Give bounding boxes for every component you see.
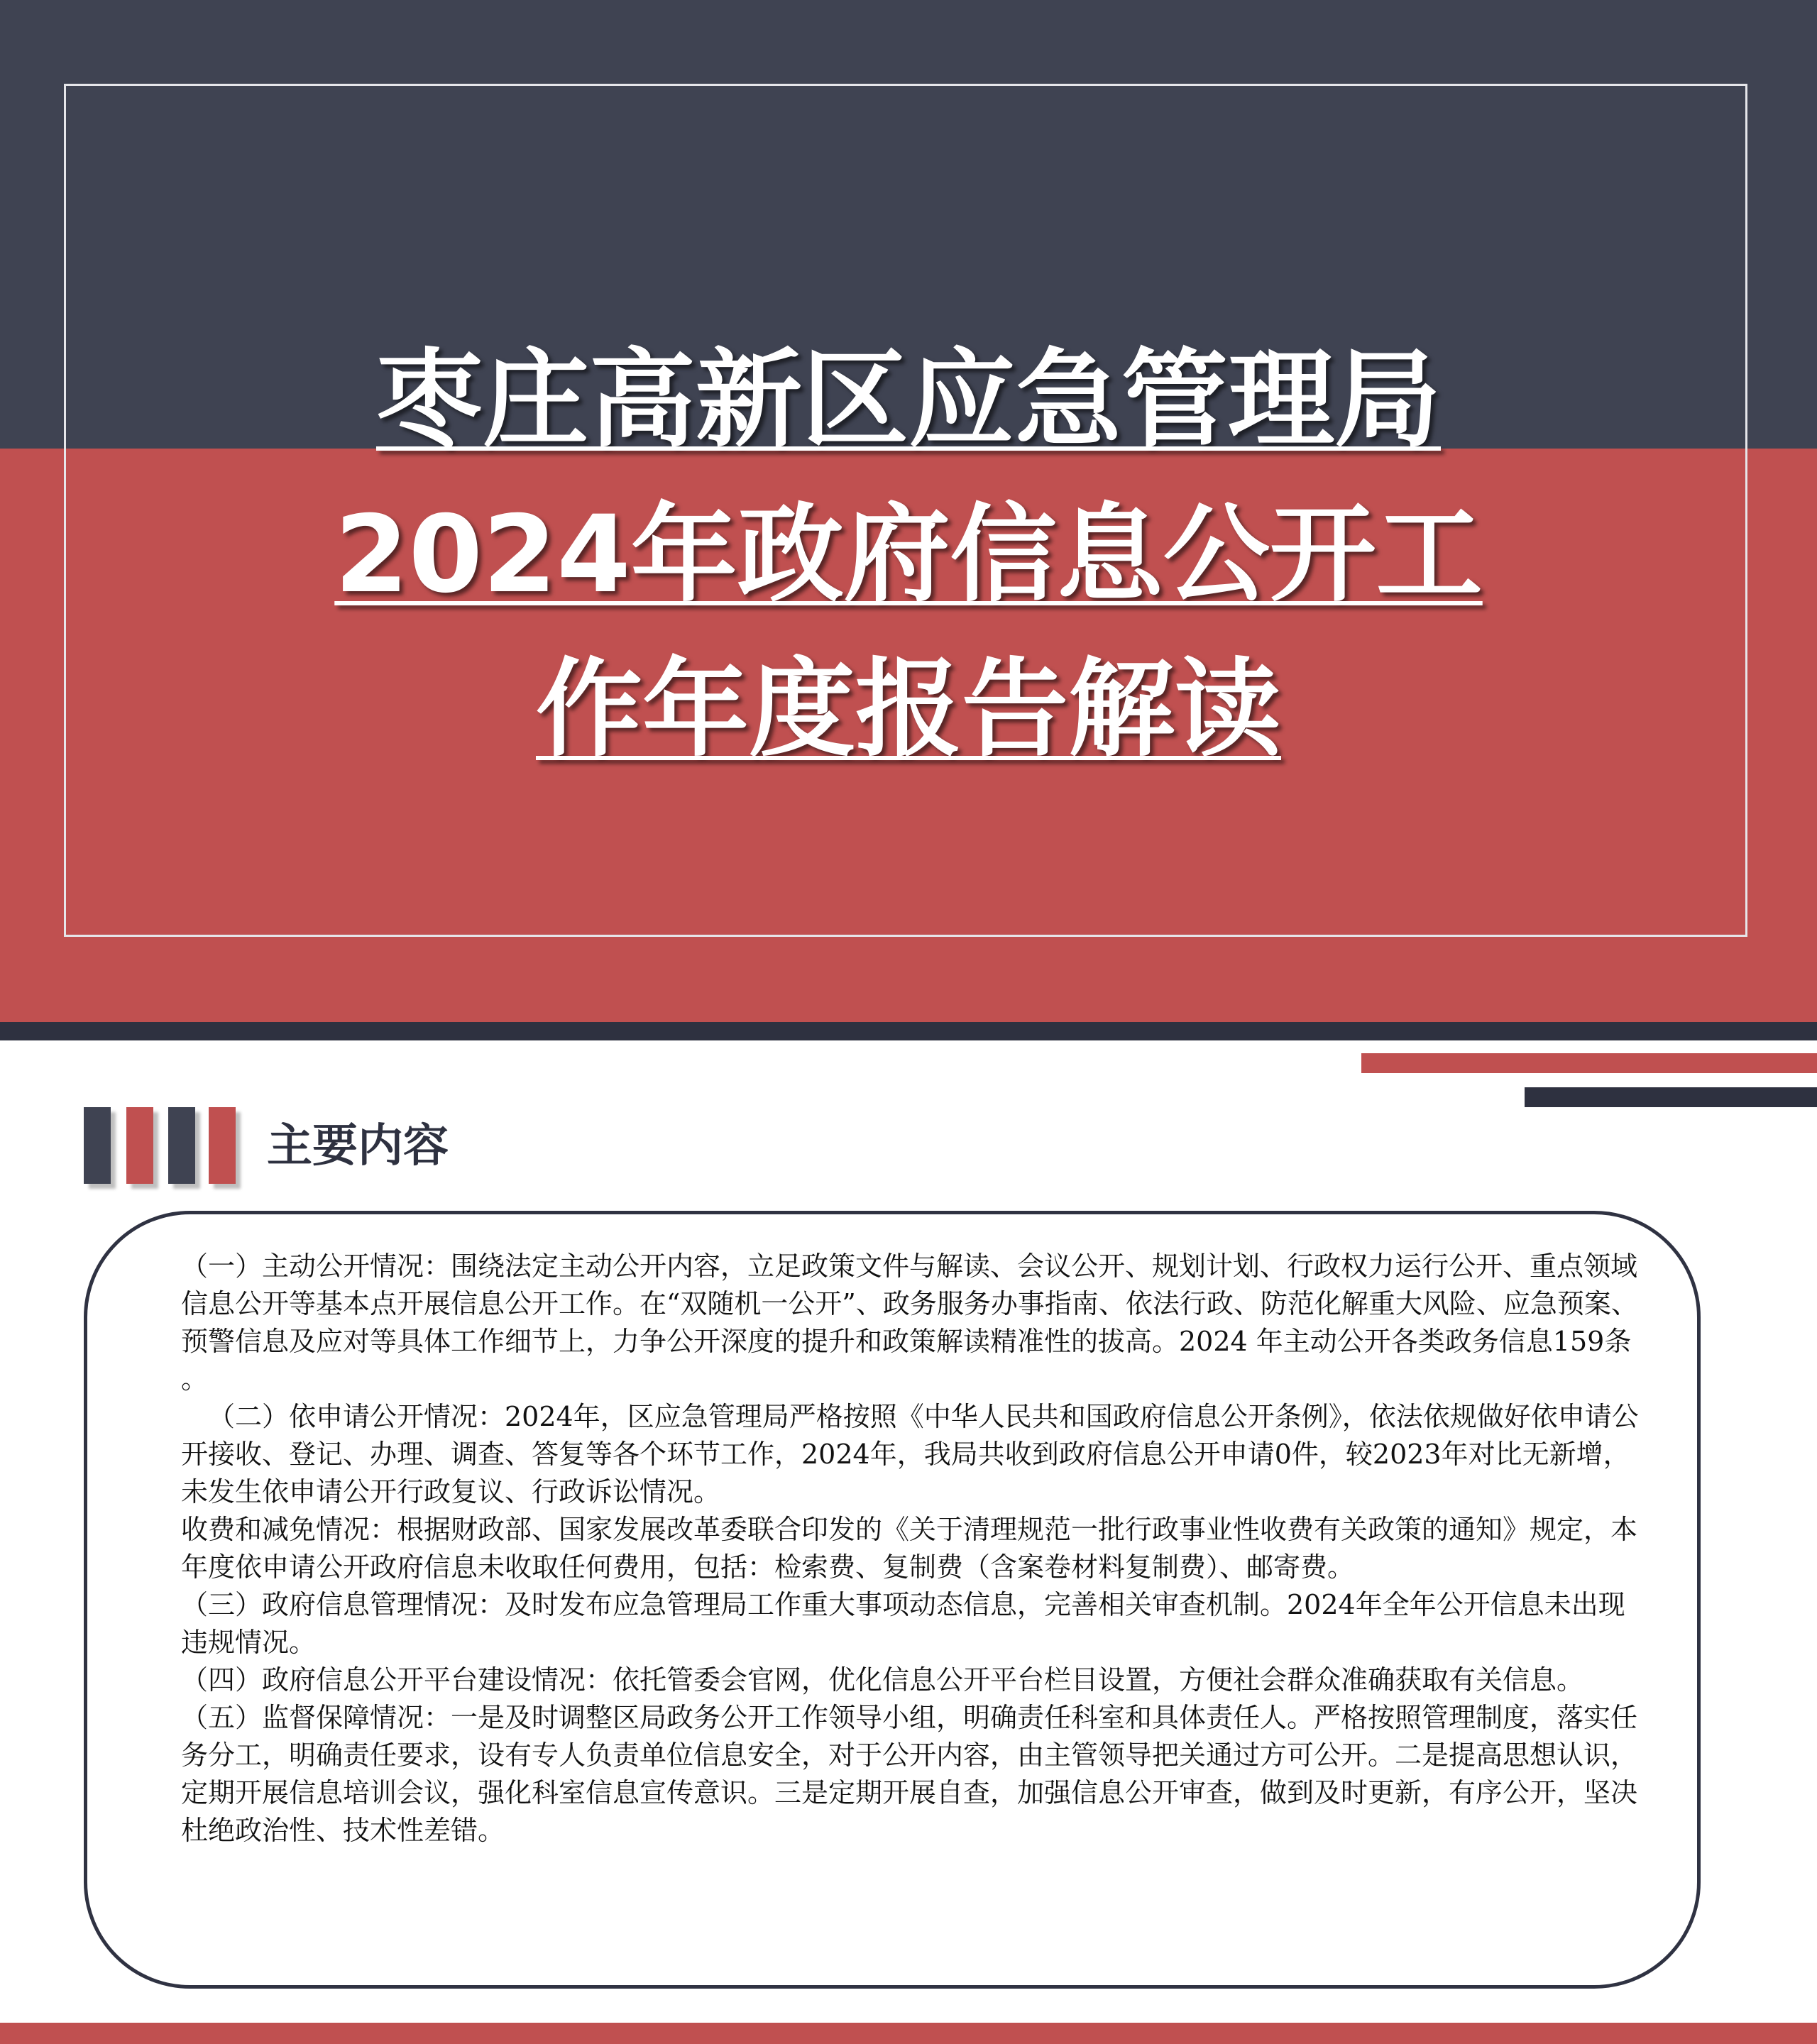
section-marker-dark-2: [168, 1107, 195, 1184]
footer-bar: [0, 2023, 1817, 2044]
decorative-red-bar: [1361, 1053, 1817, 1073]
title-line-2: 2024年政府信息公开工: [334, 493, 1483, 617]
paragraph-fees: 收费和减免情况：根据财政部、国家发展改革委联合印发的《关于清理规范一批行政事业性收费有关政策的通知》规定，本年度依申请公开政府信息未收取任何费用，包括：检索费、复制费（含案卷材料复制费）、邮寄费。: [181, 1514, 1638, 1583]
paragraph-request-disclosure: （二）依申请公开情况：2024年，区应急管理局严格按照《中华人民共和国政府信息公开条例》，依法依规做好依申请公开接收、登记、办理、调查、答复等各个环节工作，2024年，我局共收到政府信息公开申请0件，较2023年对比无新增，未发生依申请公开行政复议、行政诉讼情况。: [181, 1401, 1639, 1507]
page-title: [0, 323, 1817, 787]
paragraph-supervision: （五）监督保障情况：一是及时调整区局政务公开工作领导小组，明确责任科室和具体责任人。严格按照管理制度，落实任务分工，明确责任要求，设有专人负责单位信息安全，对于公开内容，由主管领导把关通过方可公开。二是提高思想认识，定期开展信息培训会议，强化科室信息宣传意识。三是定期开展自查，加强信息公开审查，做到及时更新，有序公开，坚决杜绝政治性、技术性差错。: [181, 1702, 1638, 1846]
hero-divider-strip: [0, 1022, 1817, 1040]
title-line-3: 作年度报告解读: [535, 648, 1281, 771]
title-line-1: 枣庄高新区应急管理局: [375, 339, 1441, 462]
decorative-dark-bar: [1525, 1087, 1817, 1107]
paragraph-active-disclosure: （一）主动公开情况：围绕法定主动公开内容，立足政策文件与解读、会议公开、规划计划、行政权力运行公开、重点领域信息公开等基本点开展信息公开工作。在“双随机一公开”、政务服务办事指南、依法行政、防范化解重大风险、应急预案、预警信息及应对等具体工作细节上，力争公开深度的提升和政策解读精准性的拔高。2024 年主动公开各类政务信息159条 。: [181, 1251, 1638, 1395]
paragraph-info-management: （三）政府信息管理情况：及时发布应急管理局工作重大事项动态信息，完善相关审查机制。2024年全年公开信息未出现违规情况。: [181, 1589, 1625, 1658]
content-text: [181, 1248, 1643, 1850]
paragraph-platform: （四）政府信息公开平台建设情况：依托管委会官网，优化信息公开平台栏目设置，方便社会群众准确获取有关信息。: [181, 1664, 1584, 1696]
section-marker-red-2: [209, 1107, 236, 1184]
section-marker-red-1: [126, 1107, 153, 1184]
section-title: 主要内容: [267, 1120, 449, 1172]
section-marker-dark-1: [84, 1107, 111, 1184]
